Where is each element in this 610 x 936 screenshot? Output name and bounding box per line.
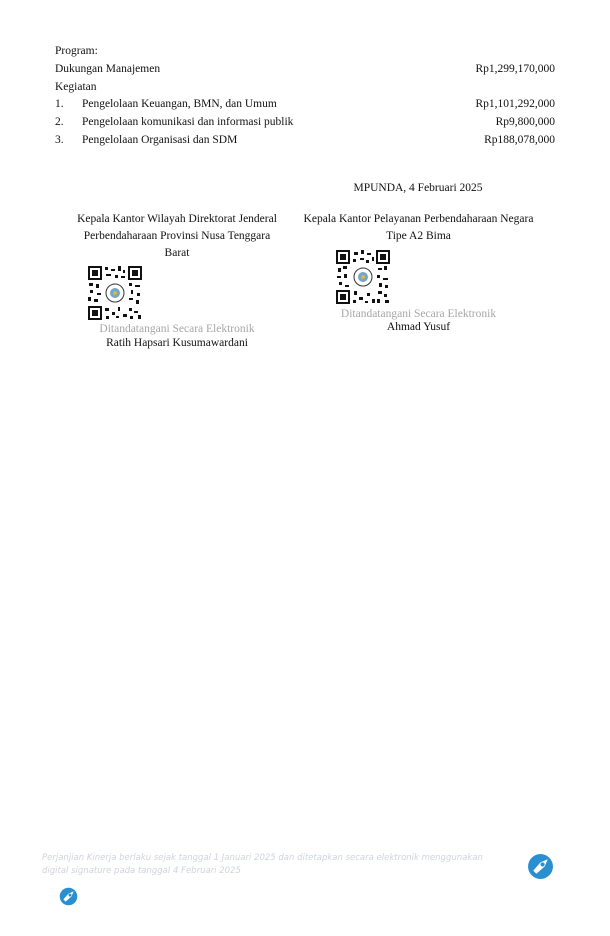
program-heading [55,43,555,59]
left-signed-label-text: Ditandatangani Secara Elektronik [99,323,255,335]
program-amount: Rp1,299,170,000 [475,63,555,75]
right-title-line: Kepala Kantor Pelayanan Perbendaharaan Negara [303,213,534,225]
kegiatan-item-amount: Rp1,101,292,000 [475,98,555,110]
app-logo-icon [527,853,554,880]
kegiatan-item-number: 2. [55,116,64,128]
kegiatan-item-number: 1. [55,98,64,110]
app-logo-icon [59,887,78,906]
left-title-line: Perbendaharaan Provinsi Nusa Tenggara [83,230,271,242]
kegiatan-item-amount: Rp9,800,000 [495,116,555,128]
kegiatan-item-label: Pengelolaan Organisasi dan SDM [82,134,238,146]
left-title-line: Kepala Kantor Wilayah Direktorat Jenderal [77,213,277,225]
kegiatan-item [55,96,555,112]
program-name: Dukungan Manajemen [55,63,161,75]
left-signatory-name [62,335,292,352]
right-signatory-name [290,319,547,336]
footer-note [42,852,517,878]
left-title-line: Barat [164,247,190,259]
footer-line: digital signature pada tanggal 4 Februari 2025 [42,866,241,876]
qr-code-icon [336,250,390,304]
left-signatory-title [62,211,292,262]
program-row [55,61,555,77]
qr-code-icon [88,266,142,320]
kegiatan-item-amount: Rp188,078,000 [484,134,555,146]
right-signed-label-text: Ditandatangani Secara Elektronik [340,308,497,320]
kegiatan-heading-text: Kegiatan [55,81,97,93]
kegiatan-item-number: 3. [55,134,64,146]
kegiatan-item-label: Pengelolaan komunikasi dan informasi publik [82,116,294,128]
program-heading-text: Program: [55,45,98,57]
kegiatan-heading [55,79,555,95]
right-name-text: Ahmad Yusuf [386,321,451,333]
right-signatory-title [290,211,547,245]
kegiatan-item [55,114,555,130]
right-title-line: Tipe A2 Bima [386,230,451,242]
place-date [330,180,506,197]
left-name-text: Ratih Hapsari Kusumawardani [106,337,248,349]
kegiatan-item [55,132,555,148]
footer-line: Perjanjian Kinerja berlaku sejak tanggal 1 Januari 2025 dan ditetapkan secara elektronik menggunakan [42,853,483,863]
place-date-text: MPUNDA, 4 Februari 2025 [353,182,483,194]
kegiatan-item-label: Pengelolaan Keuangan, BMN, dan Umum [82,98,277,110]
